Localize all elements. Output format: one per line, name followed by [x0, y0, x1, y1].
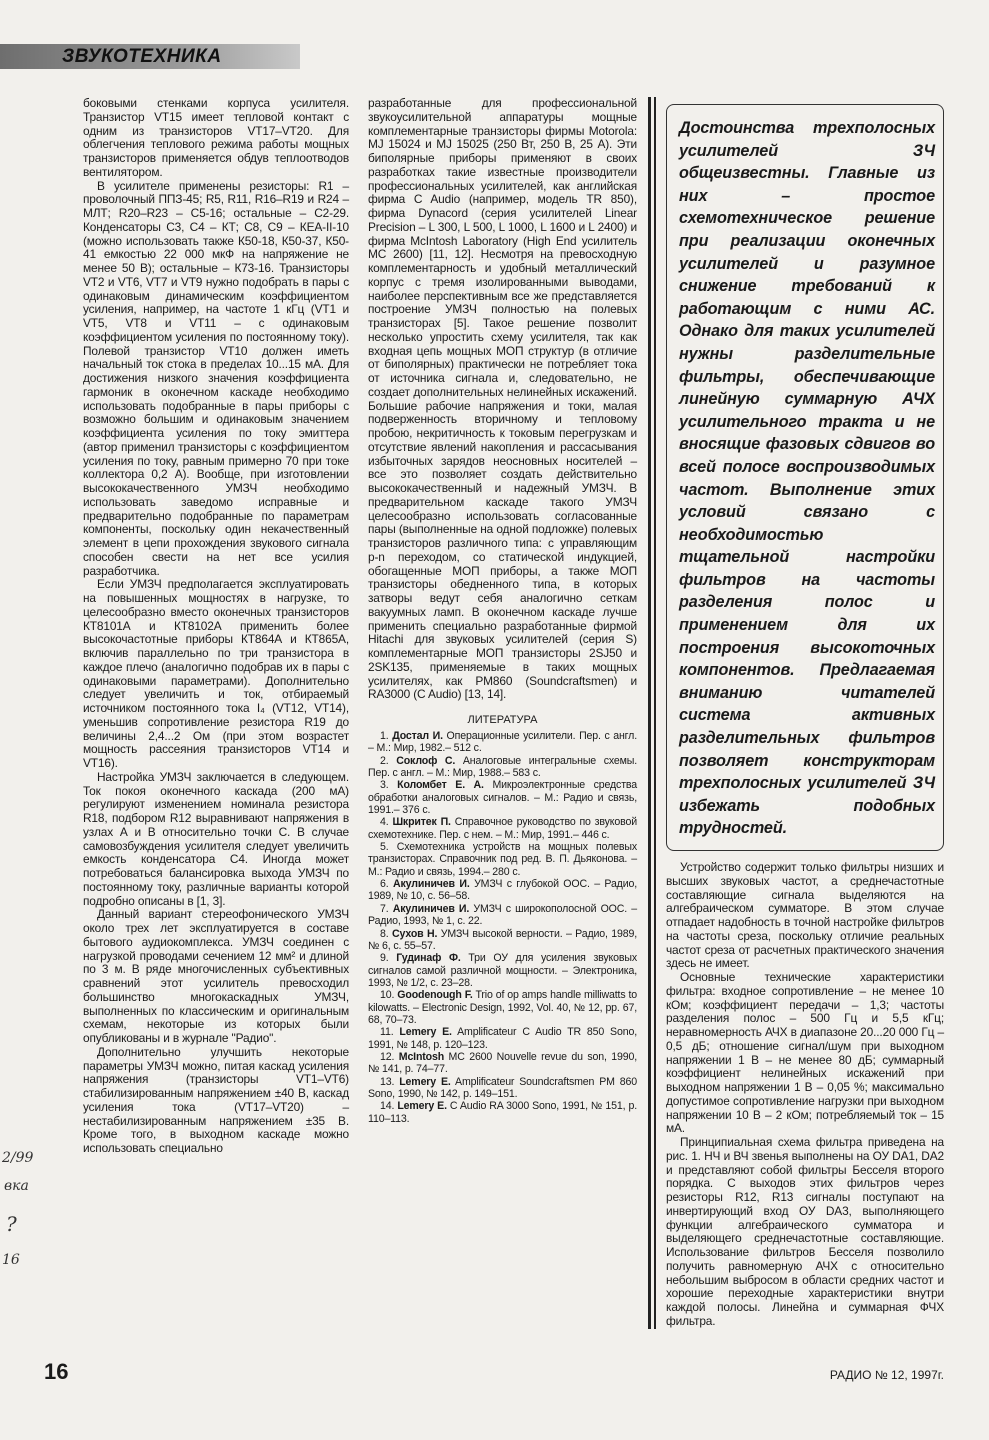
- paragraph: Основные технические характеристики фильтра: входное сопротивление – не менее 10 кОм; коэффициент передачи – 1,3; частоты разделения полос – 500 Гц и 5,5 кГц; неравномерность АЧХ в диапазоне 20...20 000 Гц – 0,5 дБ; отношение сигнал/шум при выходном напряжении 1 В – не менее 80 дБ; суммарный коэффициент нелинейных искажений при выходном напряжении 1 В – 0,05 %; максимально допустимое сопротивление нагрузки при выходном напряжении 10 В – 2 кОм; потребляемый ток – 15 мА.: [666, 970, 944, 1136]
- reference-text: C Audio RA 3000 Sono, 1991, № 151, p. 110–113.: [368, 1100, 638, 1125]
- header: [0, 0, 989, 97]
- reference-text: Аналоговые интегральные схемы. Пер. с англ. – М.: Мир, 1988.– 583 с.: [368, 754, 638, 780]
- reference-number: 8.: [380, 927, 389, 940]
- reference-item: [368, 903, 637, 928]
- reference-text: Amplificateur C Audio TR 850 Sono, 1991, № 148, p. 120–123.: [368, 1026, 637, 1051]
- reference-author: Сухов Н.: [392, 927, 438, 940]
- paragraph: Устройство содержит только фильтры низших и высших звуковых частот, а среднечастотные составляющие сигнала выделяются на алгебраическом сумматоре. В этом случае отпадает надобность в точной настройке фильтров на частоты среза, поскольку отличие реальных частот среза от расчетных практического значения здесь не имеет.: [666, 860, 944, 971]
- handwritten-note: 2/99: [2, 1150, 34, 1166]
- reference-author: Lemery E.: [399, 1075, 451, 1088]
- reference-text: Микроэлектронные средства обработки аналоговых сигналов. – М.: Радио и связь, 1991.– 376 с.: [368, 779, 637, 817]
- reference-author: Акулиничев И.: [393, 878, 470, 891]
- reference-number: 4.: [380, 816, 389, 829]
- paragraph: Дополнительно улучшить некоторые параметры УМЗЧ можно, питая каскад усиления напряжения (транзисторы VT1–VT6) стабилизированным напряжением ±40 В, каскад усиления тока (VT17–VT20) – нестабилизированным напряжением ±35 В. Кроме того, в выходном каскаде можно использовать специально: [83, 1044, 349, 1155]
- reference-item: [368, 952, 637, 989]
- reference-text: УМЗЧ с широкополосной ООС. – Радио, 1993, № 1, с. 22.: [368, 902, 638, 928]
- reference-author: Гудинаф Ф.: [396, 952, 461, 965]
- issue-footer: РАДИО № 12, 1997г.: [829, 1367, 944, 1382]
- reference-author: Соклоф С.: [396, 754, 456, 767]
- reference-number: 7.: [380, 902, 389, 915]
- reference-text: MC 2600 Nouvelle revue du son, 1990, № 141, p. 74–77.: [368, 1050, 638, 1076]
- reference-number: 1.: [380, 730, 389, 742]
- handwritten-note: ?: [6, 1212, 17, 1236]
- reference-item: [368, 816, 637, 841]
- reference-number: 12.: [380, 1050, 395, 1063]
- section-title: ЗВУКОТЕХНИКА: [62, 46, 222, 67]
- reference-number: 9.: [380, 952, 389, 965]
- middle-column: [368, 97, 637, 1125]
- reference-author: Достал И.: [392, 730, 443, 742]
- reference-number: 14.: [380, 1100, 395, 1113]
- reference-author: Шкритек П.: [392, 816, 451, 829]
- right-area: [666, 97, 944, 1329]
- intro-box: [666, 104, 944, 851]
- reference-author: Акулиничев И.: [392, 902, 470, 915]
- reference-author: Goodenough F.: [397, 989, 473, 1002]
- reference-text: УМЗЧ высокой верности. – Радио, 1989, № 6, с. 55–57.: [368, 927, 638, 952]
- column-divider: [648, 97, 656, 1329]
- page-number: 16: [44, 1358, 69, 1384]
- reference-item: [368, 730, 637, 755]
- reference-item: [368, 779, 637, 816]
- reference-author: McIntosh: [398, 1050, 445, 1063]
- references-list: [368, 730, 637, 1125]
- reference-text: УМЗЧ с глубокой ООС. – Радио, 1989, № 10, с. 56–58.: [368, 878, 638, 903]
- left-column: [83, 97, 349, 1156]
- reference-text: Схемотехника устройств на мощных полевых транзисторах. Справочник под ред. В. П. Дьяконова. – М.: Радио и связь, 1994.– 280 с.: [368, 841, 637, 878]
- handwritten-note: вка: [4, 1178, 29, 1194]
- reference-number: 3.: [380, 779, 389, 792]
- reference-item: [368, 1026, 637, 1051]
- reference-item: [368, 928, 637, 953]
- reference-author: Коломбет Е. А.: [397, 779, 484, 792]
- middle-body: [368, 97, 637, 702]
- reference-text: Справочное руководство по звуковой схемотехнике. Пер. с нем. – М.: Мир, 1991.– 446 с.: [368, 816, 637, 841]
- reference-number: 10.: [380, 989, 395, 1002]
- paragraph: разработанные для профессиональной звукоусилительной аппаратуры мощные комплементарные транзисторы фирмы Motorola: MJ 15024 и MJ 15025 (250 Вт, 250 В, 25 А). Эти биполярные приборы применяют в своих разработках такие известные производители профессиональных усилителей, как английская фирма C Audio (например, модель TR 850), фирма Dynacord (серия усилителей Linear Precision – L 300, L 500, L 1000, L 1600 и L 2400) и фирма McIntosh Laboratory (High End усилитель MC 2600) [11, 12]. Несмотря на превосходную комплементарность и удобный металлический корпус с тремя изолированными выводами, наиболее перспективным все же представляется построение УМЗЧ полностью на полевых транзисторах [5]. Такое решение позволит несколько упростить схему усилителя, так как входная цепь мощных МОП структур (в отличие от биполярных) практически не потребляет тока от источника сигнала и, следовательно, не создает дополнительных нелинейных искажений. Большие рабочие напряжения и токи, малая подверженность вторичному и тепловому пробою, некритичность к токовым перегрузкам и отсутствие явлений накопления и рассасывания избыточных зарядов неосновных носителей – все это позволяет создать действительно высококачественный и надежный УМЗЧ. В предварительном каскаде такого УМЗЧ целесообразно использовать согласованные пары (выполненные на одной подложке) полевых транзисторов различного типа: с управляющим p-n переходом, со статической индукцией, обогащенные МОП приборы, а также МОП транзисторы обедненного типа, в которых затворы ведут себя аналогично сеткам вакуумных ламп. В оконечном каскаде лучше применить специально разработанные фирмой Hitachi для звуковых усилителей (серия S) комплементарные МОП транзисторы 2SJ50 и 2SK135, применяемые в таких мощных усилителях, как PM860 (Soundcraftsmen) и RA3000 (C Audio) [13, 14].: [368, 96, 637, 702]
- reference-item: [368, 1051, 637, 1076]
- reference-number: 2.: [380, 754, 389, 767]
- reference-author: Lemery E.: [397, 1100, 447, 1113]
- reference-number: 6.: [380, 878, 389, 891]
- reference-text: Amplificateur Soundcraftsmen PM 860 Sono, 1990, № 142, p. 149–151.: [368, 1075, 637, 1100]
- paragraph: В усилителе применены резисторы: R1 – проволочный ППЗ-45; R5, R11, R16–R19 и R24 – МЛТ; R20–R23 – С5-16; остальные – С2-29. Конденсаторы С3, С4 – КТ; С8, С9 – КЕА-II-10 (можно использовать также К50-18, К50-37, К50-41 емкостью 22 000 мкФ на напряжение не менее 50 В); остальные – К73-16. Транзисторы VT2 и VT6, VT7 и VT9 нужно подобрать в пары с одинаковым динамическим коэффициентом усиления, например, на частоте 1 кГц (VT1 и VT5, VT8 и VT11 – с одинаковым коэффициентом усиления по постоянному току). Полевой транзистор VT10 должен иметь начальный ток стока в пределах 10...15 мА. Для достижения низкого значения коэффициента гармоник в оконечном каскаде необходимо использовать подобранные в пары приборы с возможно большим и одинаковым значением коэффициента усиления по току эмиттера (автор применил транзисторы с коэффициентом усиления по току, равным примерно 70 при токе коллектора 0,2 А). Вообще, при изготовлении высококачественного УМЗЧ необходимо использовать заведомо исправные и предварительно подобранные по параметрам компоненты, поскольку один некачественный элемент в цепи прохождения звукового сигнала способен свести на нет все усилия разработчика.: [83, 178, 349, 578]
- reference-number: 11.: [380, 1026, 394, 1039]
- references-title: ЛИТЕРАТУРА: [467, 714, 538, 726]
- intro-text: Достоинства трехполосных усилителей ЗЧ общеизвестны. Главные из них – простое схемотехническое решение при реализации оконечных усилителей и разумное снижение требований к работающим с ними АС. Однако для таких усилителей нужны разделительные фильтры, обеспечивающие линейную суммарную АЧХ усилительного тракта и не вносящие фазовых сдвигов во всей полосе воспроизводимых частот. Выполнение этих условий связано с необходимостью тщательной настройки фильтров на частоты разделения полос и применением для их построения высокоточных компонентов. Предлагаемая вниманию читателей система активных разделительных фильтров позволяет конструкторам трехполосных усилителей ЗЧ избежать подобных трудностей.: [679, 119, 935, 838]
- reference-item: [368, 755, 637, 780]
- reference-item: [368, 1100, 637, 1125]
- reference-text: Операционные усилители. Пер. с англ. – М.: Мир, 1982.– 512 с.: [368, 730, 637, 755]
- paragraph: Принципиальная схема фильтра приведена на рис. 1. НЧ и ВЧ звенья выполнены на ОУ DA1, DA2 и представляют собой фильтры Бесселя второго порядка. С выходов этих фильтров через резисторы R12, R13 сигналы поступают на инвертирующий вход ОУ DA3, выполняющего функции алгебраического сумматора и выделяющего среднечастотные составляющие. Использование фильтров Бесселя позволило получить равномерную АЧХ с относительно небольшим выбросом в области средних частот и хорошие переходные характеристики внутри каждой полосы. Линейна и суммарная ФЧХ фильтра.: [666, 1135, 944, 1328]
- article-columns: [0, 97, 989, 1329]
- reference-text: Три ОУ для усиления звуковых сигналов самой различной мощности. – Электроника, 1993, № 1/2, с. 23–28.: [368, 952, 637, 989]
- reference-item: [368, 989, 637, 1026]
- right-column: [666, 861, 944, 1329]
- paragraph: боковыми стенками корпуса усилителя. Транзистор VT15 имеет тепловой контакт с одним из транзисторов VT17–VT20. Для облегчения теплового режима работы мощных транзисторов применяется обдув теплоотводов вентилятором.: [83, 96, 349, 179]
- handwritten-note: 16: [2, 1252, 20, 1268]
- paragraph: Если УМЗЧ предполагается эксплуатировать на повышенных мощностях в нагрузке, то целесообразно вместо оконечных транзисторов КТ8101А и КТ8102А применить более высокочастотные приборы КТ864А и КТ865А, включив параллельно по три транзистора в каждое плечо (аналогично подобрав их в пары с одинаковыми параметрами). Дополнительно следует увеличить и ток, отбираемый источником постоянного тока I₄ (VT12, VT14), уменьшив сопротивление резистора R19 до величины 2,4...2 Ом (при этом возрастет мощность рассеяния транзисторов VT14 и VT16).: [83, 577, 349, 770]
- reference-item: [368, 878, 637, 903]
- paragraph: Данный вариант стереофонического УМЗЧ около трех лет эксплуатируется в составе бытового аудиокомплекса. УМЗЧ соединен с нагрузкой проводами сечением 12 мм² и длиной по 3 м. В ряде многочисленных субъективных сравнений этот усилитель превосходил большинство многокаскадных УМЗЧ, выполненных по классическим и оригинальным схемам, некоторые из которых были опубликованы и в журнале "Радио".: [83, 907, 349, 1045]
- paragraph: Настройка УМЗЧ заключается в следующем. Ток покоя оконечного каскада (200 мА) регулируют изменением номинала резистора R18, подбором R12 выравнивают напряжения в узлах А и В относительно точки С. В случае самовозбуждения усилителя следует увеличить емкость конденсатора С4. Иногда может потребоваться балансировка выхода УМЗЧ по постоянному току, различные варианты которой подробно описаны в [1, 3].: [83, 769, 349, 908]
- reference-number: 5.: [380, 841, 389, 854]
- reference-item: [368, 1076, 637, 1101]
- reference-author: Lemery E.: [399, 1026, 452, 1039]
- reference-text: Trio of op amps handle milliwatts to kilowatts. – Electronic Design, 1992, Vol. 40, № 12, pp. 67, 68, 70–73.: [368, 989, 638, 1026]
- footer: [0, 1329, 989, 1405]
- reference-number: 13.: [380, 1075, 395, 1088]
- reference-item: [368, 841, 637, 878]
